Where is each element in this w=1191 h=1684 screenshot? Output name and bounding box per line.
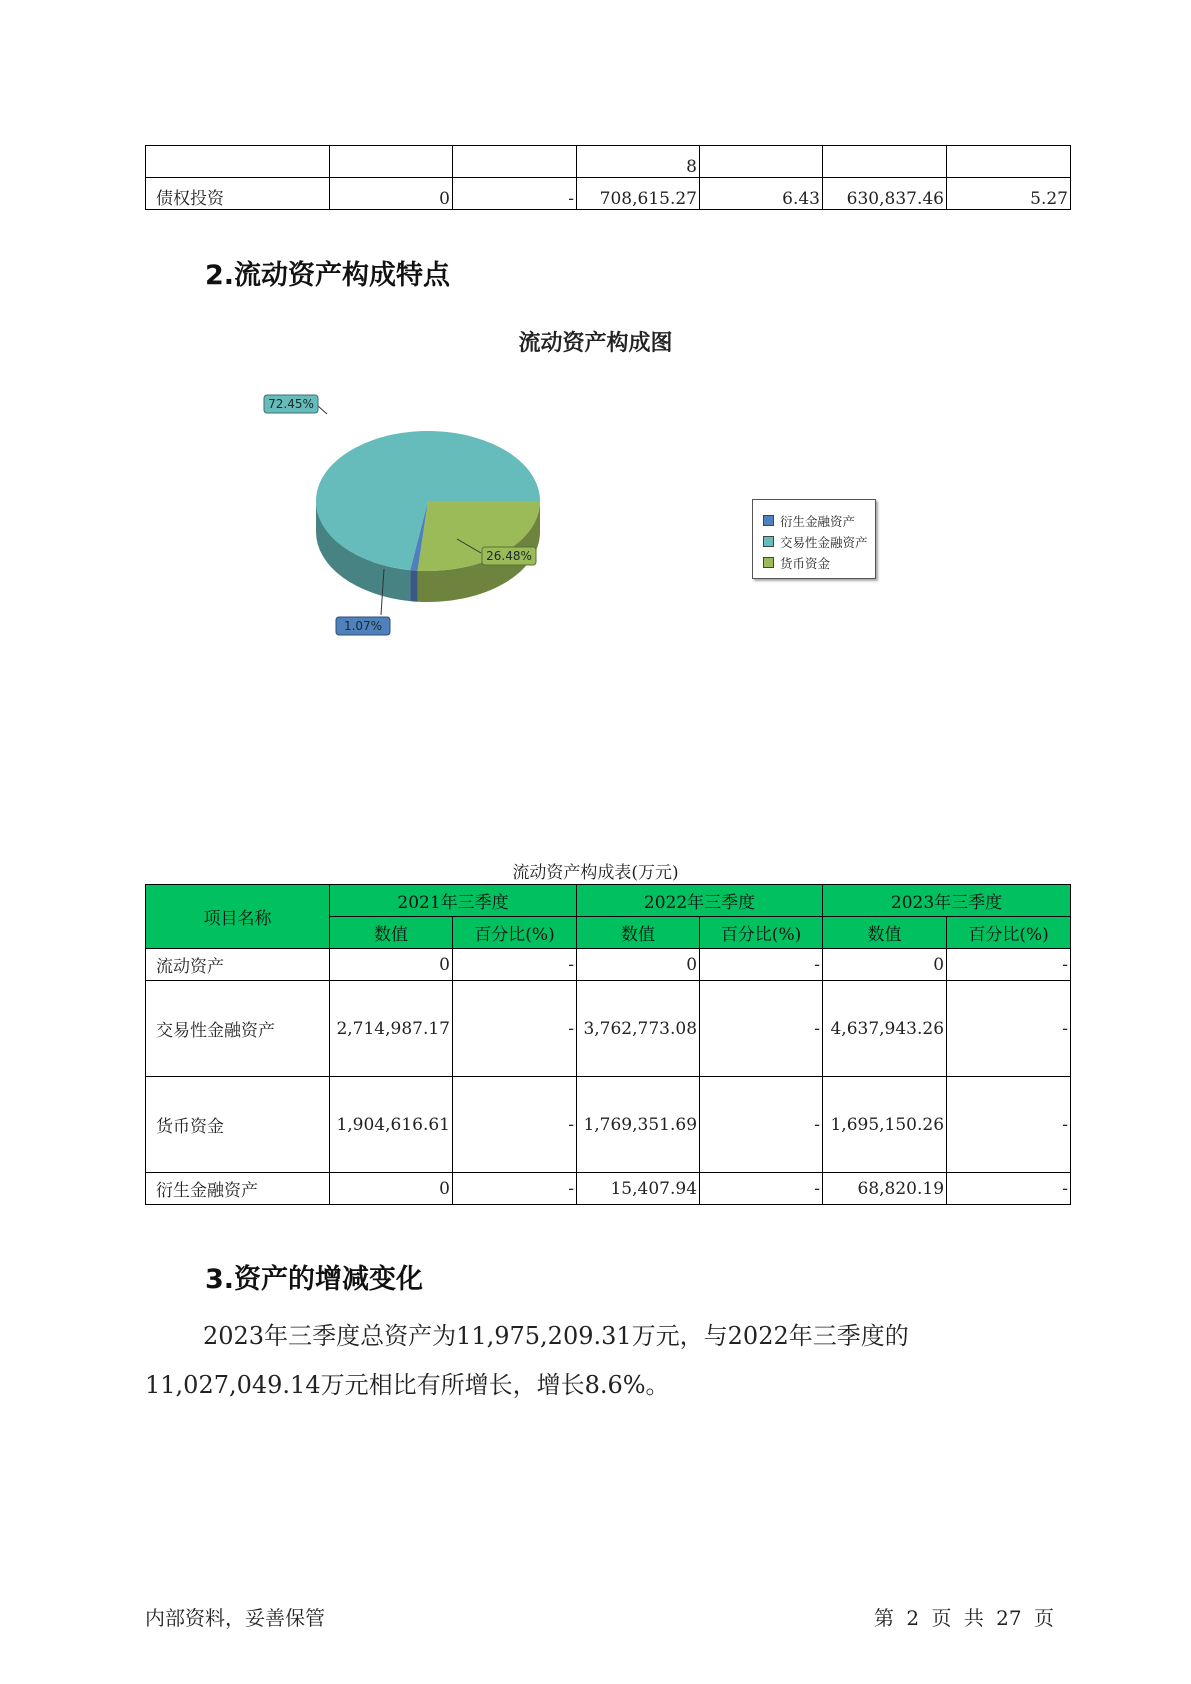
header-value: 数值 [330,917,453,949]
cell-percent: - [700,981,823,1077]
footer-note: 内部资料，妥善保管 [145,1606,325,1630]
data-label: 72.45% [268,397,314,411]
legend-label: 货币资金 [780,555,831,571]
pie-chart [250,390,610,650]
cell-value: 1,769,351.69 [577,1077,700,1173]
table-row [146,1173,1071,1205]
row-name: 流动资产 [146,949,330,981]
cell [823,146,947,178]
row-name: 债权投资 [146,178,330,210]
cell-percent: - [947,1173,1071,1205]
cell-value: 15,407.94 [577,1173,700,1205]
table-row [146,146,1071,178]
row-name: 衍生金融资产 [146,1173,330,1205]
cell-value: 0 [823,949,947,981]
cell-percent: - [453,981,577,1077]
header-year: 2021年三季度 [330,885,577,917]
page-number: 第 2 页 共 27 页 [874,1606,1054,1630]
data-label: 1.07% [343,619,383,633]
cell-value: 1,904,616.61 [330,1077,453,1173]
current-assets-table [145,884,1071,1205]
legend-entry [763,531,875,552]
section-heading: 2.流动资产构成特点 [205,260,451,291]
legend-label: 衍生金融资产 [780,513,856,529]
cell-percent: - [453,1077,577,1173]
cell-percent: - [700,1173,823,1205]
pie-slice-side [410,570,417,602]
cell [947,146,1071,178]
legend-swatch [763,515,774,526]
cell: 6.43 [700,178,823,210]
cell: 0 [330,178,453,210]
cell-percent: - [453,1173,577,1205]
row-name: 交易性金融资产 [146,981,330,1077]
top-continuation-table [145,145,1071,210]
header-item-name: 项目名称 [146,885,330,949]
cell: 708,615.27 [577,178,700,210]
cell-value: 4,637,943.26 [823,981,947,1077]
cell-value: 1,695,150.26 [823,1077,947,1173]
cell-percent: - [947,981,1071,1077]
legend-swatch [763,536,774,547]
legend-entry [763,552,875,573]
cell-percent: - [453,949,577,981]
cell-percent: - [700,949,823,981]
cell [453,146,577,178]
legend-swatch [763,557,774,568]
header-value: 数值 [823,917,947,949]
table-row [146,178,1071,210]
table-caption: 流动资产构成表(万元) [512,863,679,883]
cell: 8 [577,146,700,178]
cell-value: 0 [330,1173,453,1205]
header-percent: 百分比(%) [700,917,823,949]
chart-legend [752,499,876,579]
cell: 5.27 [947,178,1071,210]
header-year: 2022年三季度 [577,885,823,917]
header-percent: 百分比(%) [453,917,577,949]
header-value: 数值 [577,917,700,949]
cell-value: 68,820.19 [823,1173,947,1205]
table-row [146,1077,1071,1173]
section-heading: 3.资产的增减变化 [205,1264,424,1295]
table-row [146,949,1071,981]
body-paragraph: 2023年三季度总资产为11,975,209.31万元，与2022年三季度的11,027,049.14万元相比有所增长，增长8.6%。 [145,1322,909,1399]
header-year: 2023年三季度 [823,885,1071,917]
cell-value: 2,714,987.17 [330,981,453,1077]
data-label: 26.48% [486,549,532,563]
cell: 630,837.46 [823,178,947,210]
cell-percent: - [947,949,1071,981]
cell [330,146,453,178]
cell-value: 3,762,773.08 [577,981,700,1077]
label-leader-line [318,406,327,414]
header-row [146,885,1071,917]
cell-value: 0 [577,949,700,981]
cell: - [453,178,577,210]
table-row [146,981,1071,1077]
row-name: 货币资金 [146,1077,330,1173]
chart-title: 流动资产构成图 [518,330,673,356]
cell-value: 0 [330,949,453,981]
legend-label: 交易性金融资产 [780,534,868,550]
cell-percent: - [700,1077,823,1173]
cell-percent: - [947,1077,1071,1173]
row-name [146,146,330,178]
header-percent: 百分比(%) [947,917,1071,949]
cell [700,146,823,178]
legend-entry [763,510,875,531]
